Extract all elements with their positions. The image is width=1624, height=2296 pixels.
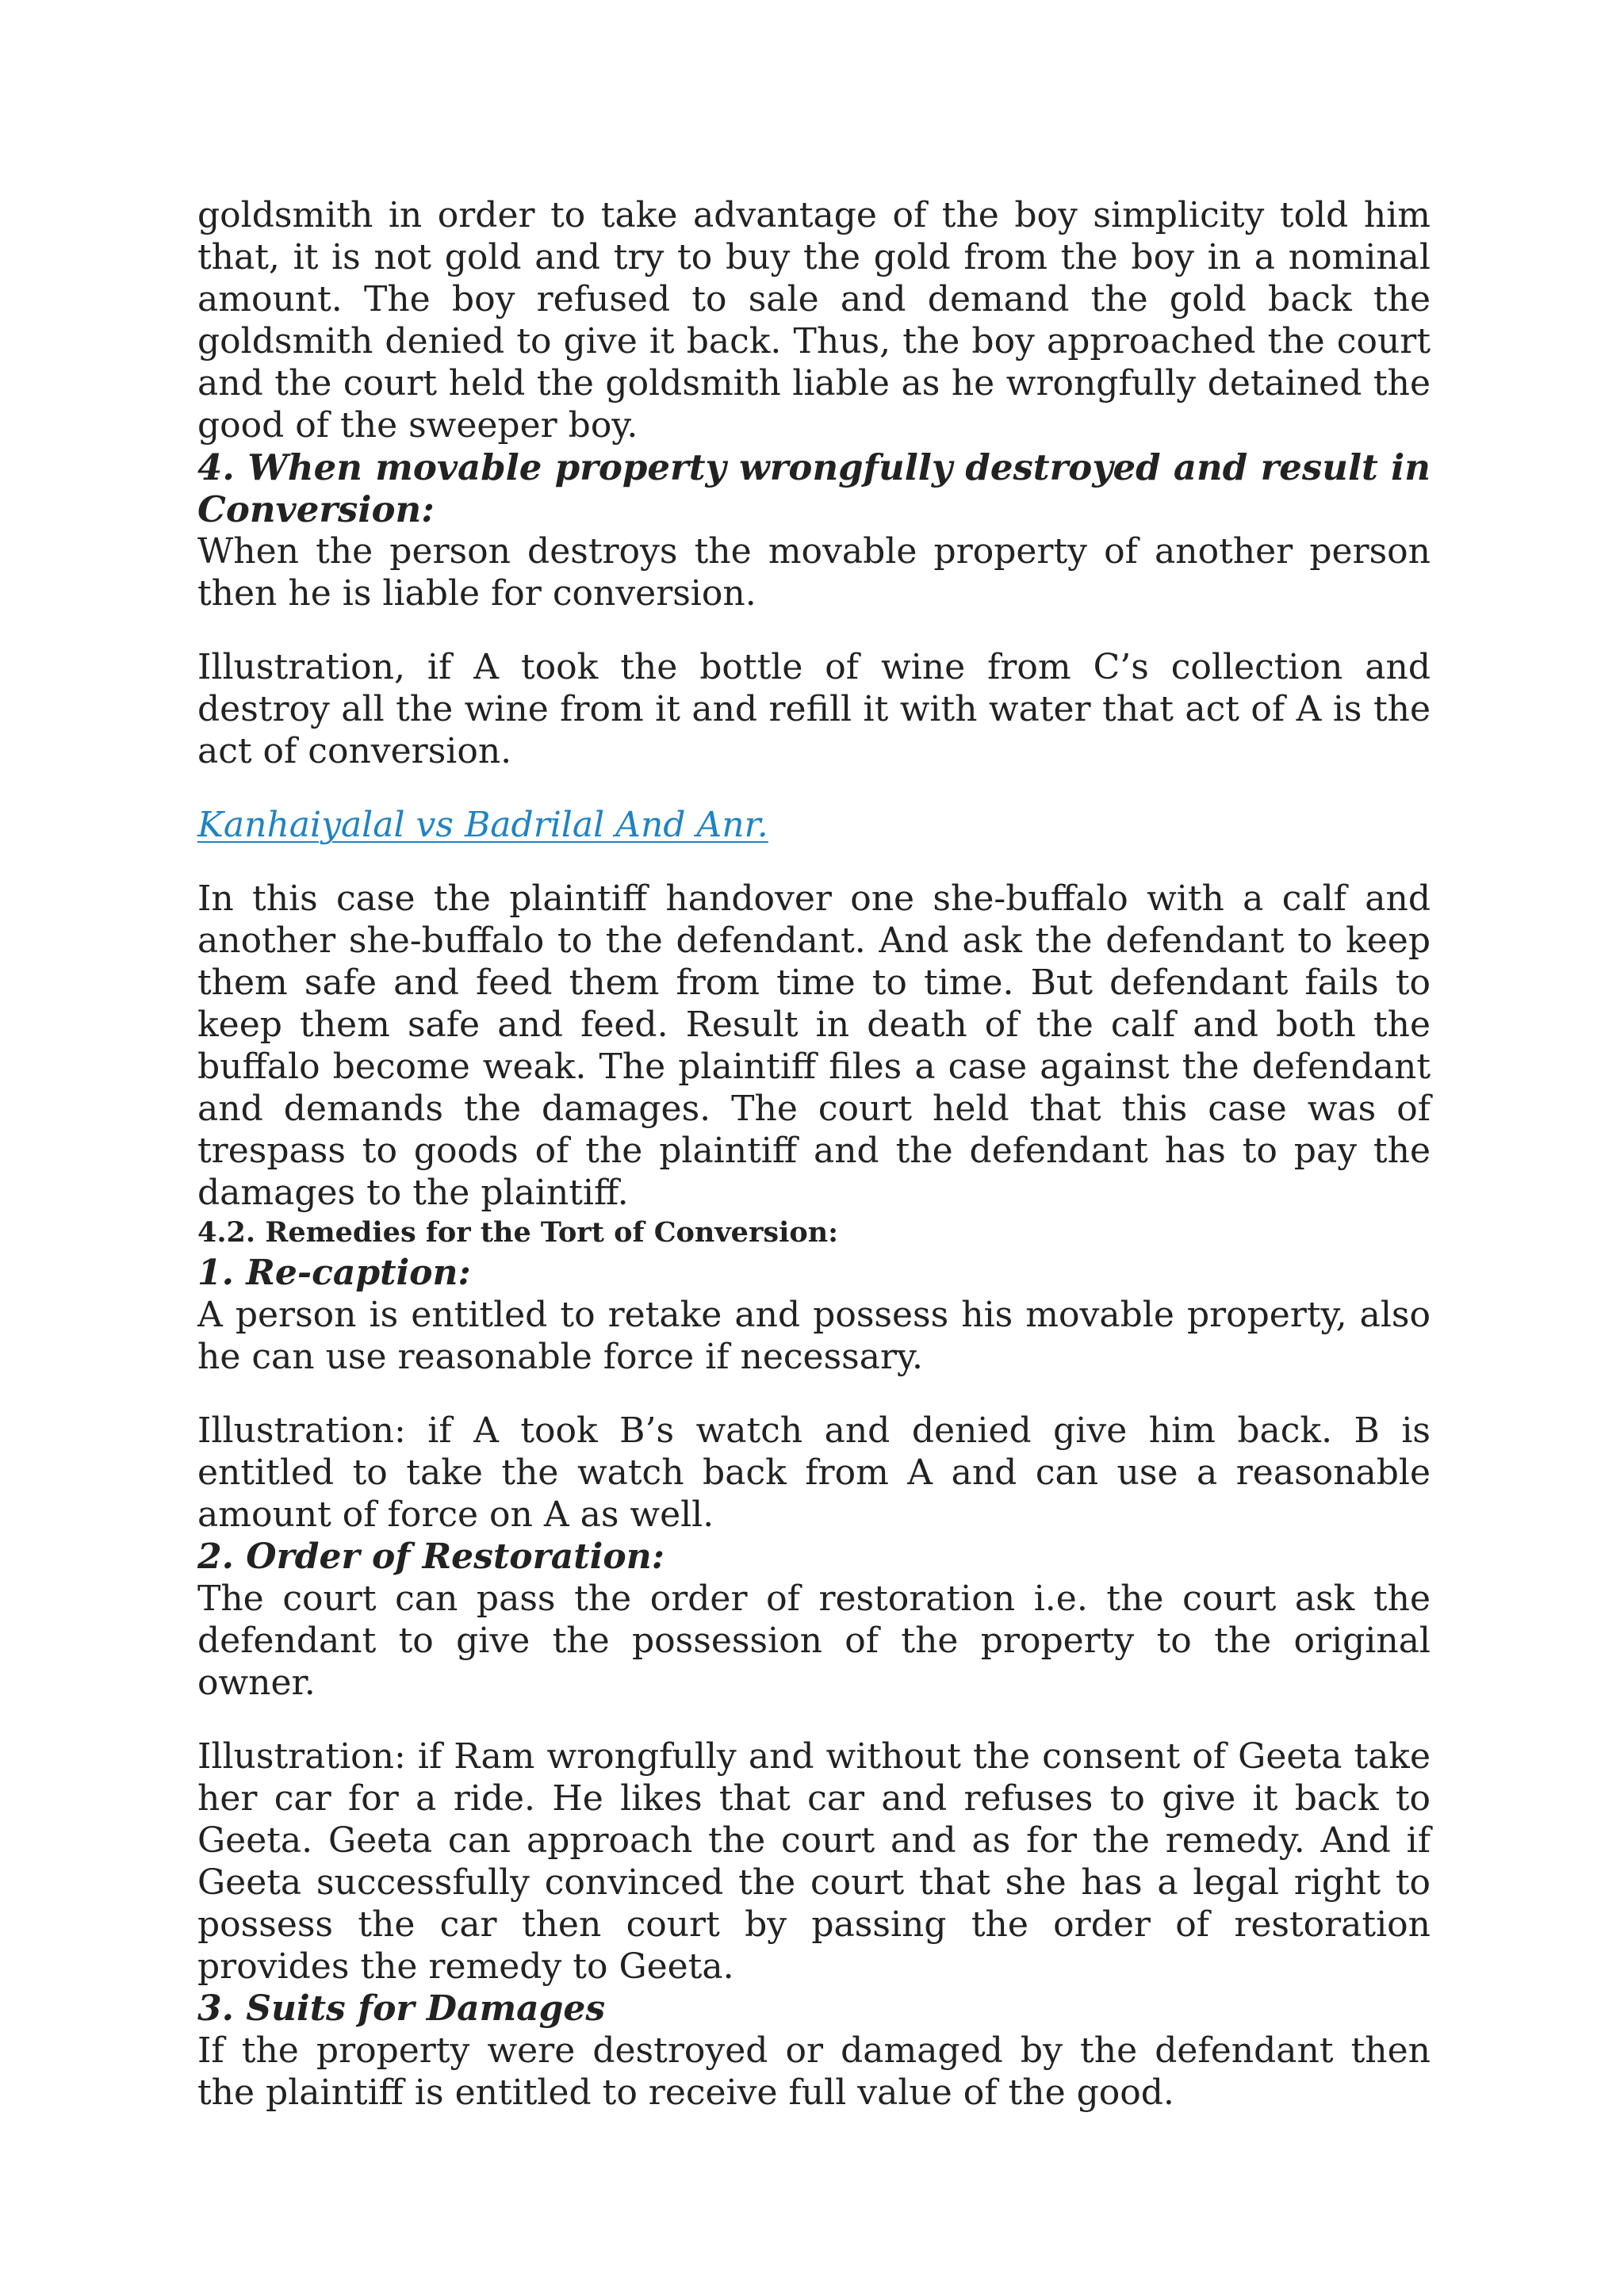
paragraph-goldsmith-case: goldsmith in order to take advantage of the boy simplicity told him that, it is not gold and try to buy the gold from the boy in a nominal amount. The boy refused to sale and demand the gold back the goldsmith denied to give it back. Thus, the boy approached the court and the court held the goldsmith liable as he wrongfully detained the good of the sweeper boy. bbox=[197, 195, 1431, 446]
paragraph-watch-illustration: Illustration: if A took B’s watch and denied give him back. B is entitled to take the watch back from A and can use a reasonable amount of force on A as well. bbox=[197, 1410, 1431, 1535]
paragraph-recaption-definition: A person is entitled to retake and possess his movable property, also he can use reasonable force if necessary. bbox=[197, 1295, 1431, 1377]
heading-damages: 3. Suits for Damages bbox=[197, 1988, 606, 2029]
paragraph-restoration-definition: The court can pass the order of restoration i.e. the court ask the defendant to give the possession of the property to the original owner. bbox=[197, 1578, 1431, 1703]
heading-recaption: 1. Re-caption: bbox=[197, 1253, 471, 1293]
document-page bbox=[197, 194, 1431, 2114]
heading-destroyed-conversion: 4. When movable property wrongfully destroyed and result in Conversion: bbox=[197, 446, 1431, 530]
paragraph-car-illustration: Illustration: if Ram wrongfully and without the consent of Geeta take her car for a ride. He likes that car and refuses to give it back to Geeta. Geeta can approach the court and as for the remedy. And if Geeta successfully convinced the court that she has a legal right to possess the car then court by passing the order of restoration provides the remedy to Geeta. bbox=[197, 1736, 1431, 1987]
paragraph-damages-definition: If the property were destroyed or damaged by the defendant then the plaintiff is entitled to receive full value of the good. bbox=[197, 2030, 1431, 2113]
paragraph-buffalo-case: In this case the plaintiff handover one she-buffalo with a calf and another she-buffalo to the defendant. And ask the defendant to keep them safe and feed them from time to time. But defendant fails to keep them safe and feed. Result in death of the calf and both the buffalo become weak. The plaintiff files a case against the defendant and demands the damages. The court held that this case was of trespass to goods of the plaintiff and the defendant has to pay the damages to the plaintiff. bbox=[197, 878, 1431, 1213]
case-link-kanhaiyalal[interactable]: Kanhaiyalal vs Badrilal And Anr. bbox=[197, 805, 768, 845]
case-link-container bbox=[197, 804, 1431, 846]
paragraph-destroyed-definition: When the person destroys the movable property of another person then he is liable for conversion. bbox=[197, 531, 1431, 614]
heading-remedies: 4.2. Remedies for the Tort of Conversion: bbox=[197, 1216, 839, 1249]
heading-restoration: 2. Order of Restoration: bbox=[197, 1536, 665, 1577]
paragraph-wine-illustration: Illustration, if A took the bottle of wine from C’s collection and destroy all the wine from it and refill it with water that act of A is the act of conversion. bbox=[197, 647, 1431, 771]
